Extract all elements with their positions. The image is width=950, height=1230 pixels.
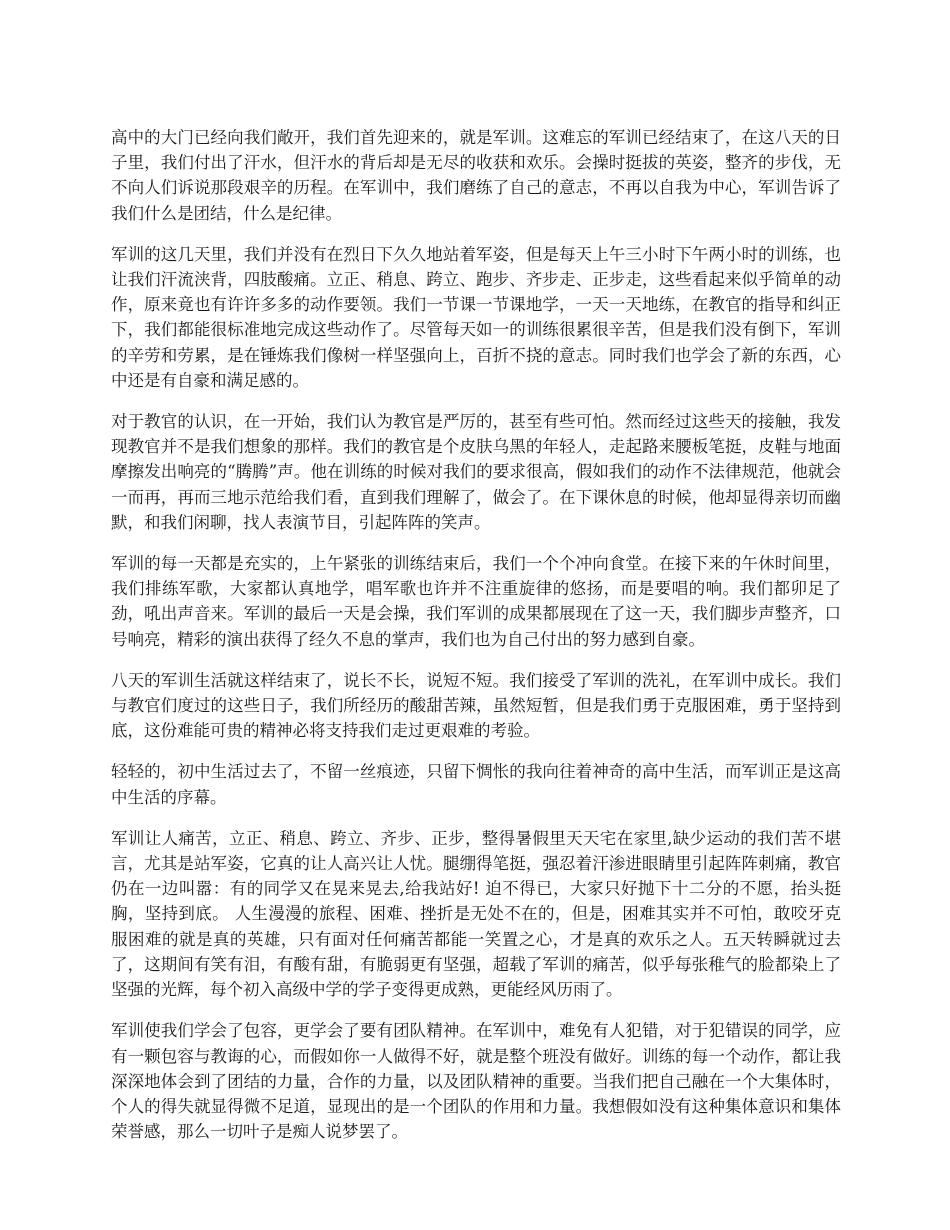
paragraph: 对于教官的认识，在一开始，我们认为教官是严厉的，甚至有些可怕。然而经过这些天的接触，我发现教官并不是我们想象的那样。我们的教官是个皮肤乌黑的年轻人，走起路来腰板笔挺，皮鞋与地面摩擦发出响亮的“腾腾”声。他在训练的时候对我们的要求很高，假如我们的动作不法律规范，他就会一而再，再而三地示范给我们看，直到我们理解了，做会了。在下课休息的时候，他却显得亲切而幽默，和我们闲聊，找人表演节目，引起阵阵的笑声。 xyxy=(111,412,841,532)
paragraph: 军训让人痛苦，立正、稍息、跨立、齐步、正步，整得暑假里天天宅在家里,缺少运动的我们苦不堪言，尤其是站军姿，它真的让人高兴让人忧。腿绷得笔挺，强忍着汗渗进眼睛里引起阵阵刺痛，教官仍在一边叫嚣：有的同学又在晃来晃去,给我站好! 迫不得已，大家只好抛下十二分的不愿，抬头挺胸，坚持到底。 人生漫漫的旅程、困难、挫折是无处不在的，但是，困难其实并不可怕，敢咬牙克服困难的就是真的英雄，只有面对任何痛苦都能一笑置之心，才是真的欢乐之人。五天转瞬就过去了，这期间有笑有泪，有酸有甜，有脆弱更有坚强，超载了军训的痛苦，似乎每张稚气的脸都染上了坚强的光辉，每个初入高级中学的学子变得更成熟，更能经风历雨了。 xyxy=(111,828,841,1000)
paragraph: 军训的每一天都是充实的，上午紧张的训练结束后，我们一个个冲向食堂。在接下来的午休时间里，我们排练军歌，大家都认真地学，唱军歌也许并不注重旋律的悠扬，而是要唱的响。我们都卯足了劲，吼出声音来。军训的最后一天是会操，我们军训的成果都展现在了这一天，我们脚步声整齐，口号响亮，精彩的演出获得了经久不息的掌声，我们也为自己付出的努力感到自豪。 xyxy=(111,554,841,649)
paragraph: 军训的这几天里，我们并没有在烈日下久久地站着军姿，但是每天上午三小时下午两小时的训练，也让我们汗流浃背，四肢酸痛。立正、稍息、跨立、跑步、齐步走、正步走，这些看起来似乎简单的动作，原来竟也有许许多多的动作要领。我们一节课一节课地学，一天一天地练，在教官的指导和纠正下，我们都能很标准地完成这些动作了。尽管每天如一的训练很累很辛苦，但是我们没有倒下，军训的辛劳和劳累，是在锤炼我们像树一样坚强向上，百折不挠的意志。同时我们也学会了新的东西，心中还是有自豪和满足感的。 xyxy=(111,244,841,390)
paragraph: 军训使我们学会了包容，更学会了要有团队精神。在军训中，难免有人犯错，对于犯错误的同学，应有一颗包容与教诲的心，而假如你一人做得不好，就是整个班没有做好。训练的每一个动作，都让我深深地体会到了团结的力量，合作的力量，以及团队精神的重要。当我们把自己融在一个大集体时，个人的得失就显得微不足道，显现出的是一个团队的作用和力量。我想假如没有这种集体意识和集体荣誉感，那么一切叶子是痴人说梦罢了。 xyxy=(111,1021,841,1142)
paragraph: 轻轻的，初中生活过去了，不留一丝痕迹，只留下惆怅的我向往着神奇的高中生活，而军训正是这高中生活的序幕。 xyxy=(111,762,841,807)
paragraph: 八天的军训生活就这样结束了，说长不长，说短不短。我们接受了军训的洗礼，在军训中成长。我们与教官们度过的这些日子，我们所经历的酸甜苦辣，虽然短暂，但是我们勇于克服困难，勇于坚持到底，这份难能可贵的精神必将支持我们走过更艰难的考验。 xyxy=(111,670,841,741)
paragraph: 高中的大门已经向我们敞开，我们首先迎来的，就是军训。这难忘的军训已经结束了，在这八天的日子里，我们付出了汗水，但汗水的背后却是无尽的收获和欢乐。会操时挺拔的英姿，整齐的步伐，无不向人们诉说那段艰辛的历程。在军训中，我们磨练了自己的意志，不再以自我为中心，军训告诉了我们什么是团结，什么是纪律。 xyxy=(111,128,841,223)
document-body xyxy=(111,125,841,1160)
